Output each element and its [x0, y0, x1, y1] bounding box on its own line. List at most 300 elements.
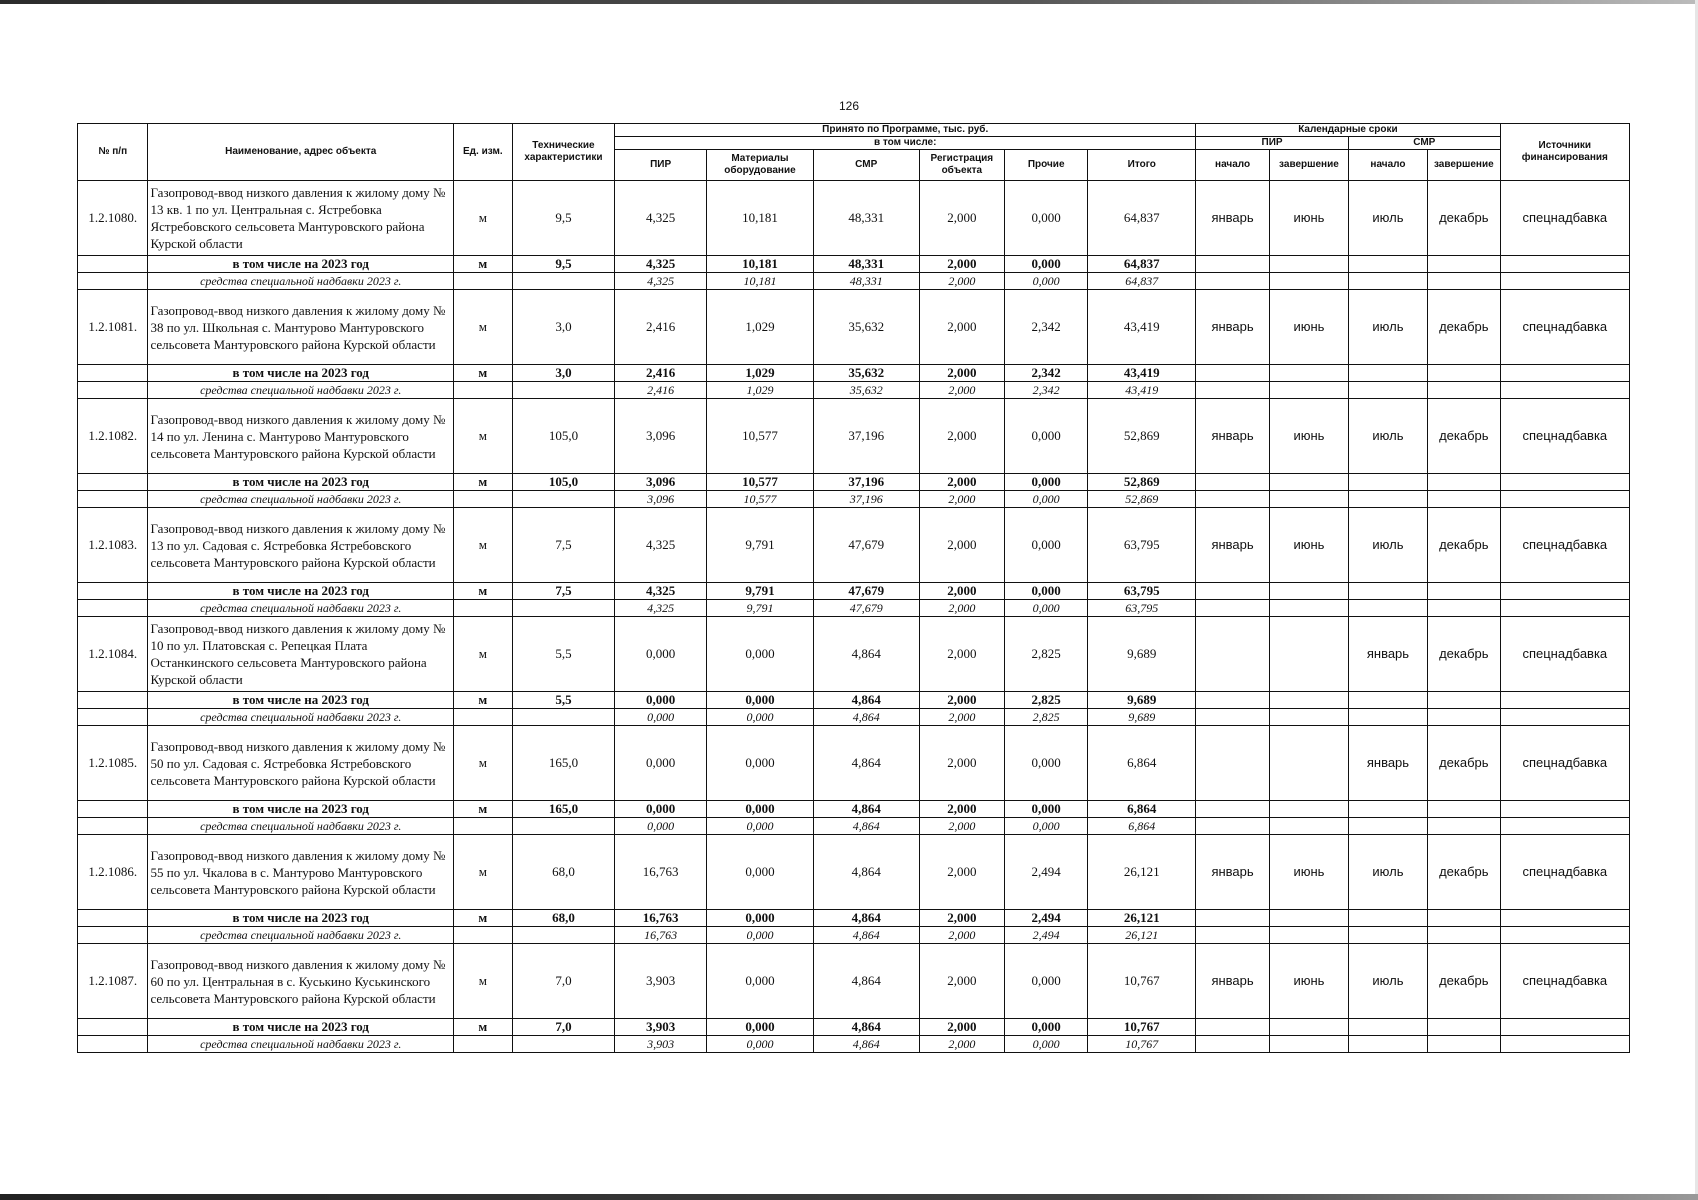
object-tech: 5,5 [512, 617, 615, 692]
object-pir: 3,096 [615, 399, 707, 474]
subtotal-total: 52,869 [1088, 474, 1196, 491]
subtotal-pir: 4,325 [615, 256, 707, 273]
object-name: Газопровод-ввод низкого давления к жилому дому № 50 по ул. Садовая с. Ястребовка Ястребовского сельсовета Мантуровского района Курской области [148, 726, 453, 801]
object-materials: 0,000 [707, 726, 814, 801]
object-pir-start: январь [1196, 835, 1270, 910]
object-smr-end: декабрь [1427, 617, 1500, 692]
empty-cell [1500, 801, 1629, 818]
subtotal-smr: 4,864 [813, 692, 919, 709]
source-label: средства специальной надбавки 2023 г. [148, 709, 453, 726]
source-row [78, 1036, 1630, 1053]
header-cal-pir: ПИР [1196, 137, 1349, 150]
subtotal-label: в том числе на 2023 год [148, 801, 453, 818]
object-tech: 7,5 [512, 508, 615, 583]
object-other: 0,000 [1005, 944, 1088, 1019]
empty-cell [1348, 927, 1427, 944]
header-materials: Материалы оборудование [707, 150, 814, 181]
subtotal-other: 0,000 [1005, 801, 1088, 818]
source-total: 9,689 [1088, 709, 1196, 726]
object-registration: 2,000 [919, 944, 1004, 1019]
object-unit: м [453, 399, 512, 474]
source-total: 6,864 [1088, 818, 1196, 835]
empty-cell [1348, 256, 1427, 273]
object-source: спецнадбавка [1500, 399, 1629, 474]
empty-cell [512, 927, 615, 944]
object-other: 2,494 [1005, 835, 1088, 910]
source-registration: 2,000 [919, 491, 1004, 508]
subtotal-tech: 165,0 [512, 801, 615, 818]
subtotal-label: в том числе на 2023 год [148, 583, 453, 600]
subtotal-label: в том числе на 2023 год [148, 1019, 453, 1036]
header-other: Прочие [1005, 150, 1088, 181]
subtotal-pir: 0,000 [615, 801, 707, 818]
table-header [78, 124, 1630, 181]
object-pir: 4,325 [615, 508, 707, 583]
empty-cell [1427, 1019, 1500, 1036]
source-row [78, 600, 1630, 617]
object-registration: 2,000 [919, 617, 1004, 692]
empty-cell [453, 818, 512, 835]
source-pir: 0,000 [615, 818, 707, 835]
empty-cell [1427, 910, 1500, 927]
object-tech: 9,5 [512, 181, 615, 256]
empty-cell [1269, 692, 1348, 709]
object-row [78, 508, 1630, 583]
object-number: 1.2.1084. [78, 617, 148, 692]
subtotal-tech: 68,0 [512, 910, 615, 927]
subtotal-total: 10,767 [1088, 1019, 1196, 1036]
empty-cell [1500, 382, 1629, 399]
object-pir: 4,325 [615, 181, 707, 256]
header-accepted: Принято по Программе, тыс. руб. [615, 124, 1196, 137]
subtotal-blank [78, 256, 148, 273]
subtotal-registration: 2,000 [919, 474, 1004, 491]
object-smr-start: июль [1348, 508, 1427, 583]
subtotal-row [78, 692, 1630, 709]
object-number: 1.2.1081. [78, 290, 148, 365]
subtotal-tech: 7,5 [512, 583, 615, 600]
subtotal-smr: 48,331 [813, 256, 919, 273]
source-blank [78, 709, 148, 726]
empty-cell [1269, 818, 1348, 835]
object-pir-start: январь [1196, 399, 1270, 474]
source-label: средства специальной надбавки 2023 г. [148, 491, 453, 508]
source-other: 2,342 [1005, 382, 1088, 399]
subtotal-registration: 2,000 [919, 365, 1004, 382]
empty-cell [1500, 365, 1629, 382]
subtotal-smr: 4,864 [813, 1019, 919, 1036]
source-other: 0,000 [1005, 273, 1088, 290]
empty-cell [1196, 692, 1270, 709]
source-other: 0,000 [1005, 600, 1088, 617]
object-row [78, 399, 1630, 474]
object-smr: 4,864 [813, 835, 919, 910]
subtotal-row [78, 474, 1630, 491]
object-registration: 2,000 [919, 290, 1004, 365]
source-blank [78, 600, 148, 617]
subtotal-smr: 35,632 [813, 365, 919, 382]
empty-cell [1348, 910, 1427, 927]
header-num: № п/п [78, 124, 148, 181]
source-label: средства специальной надбавки 2023 г. [148, 600, 453, 617]
header-total: Итого [1088, 150, 1196, 181]
object-row [78, 290, 1630, 365]
subtotal-row [78, 910, 1630, 927]
empty-cell [512, 273, 615, 290]
subtotal-materials: 1,029 [707, 365, 814, 382]
object-number: 1.2.1087. [78, 944, 148, 1019]
source-row [78, 927, 1630, 944]
source-pir: 3,903 [615, 1036, 707, 1053]
source-row [78, 818, 1630, 835]
object-smr-end: декабрь [1427, 290, 1500, 365]
object-unit: м [453, 508, 512, 583]
empty-cell [1196, 1036, 1270, 1053]
empty-cell [1500, 927, 1629, 944]
empty-cell [1500, 583, 1629, 600]
empty-cell [1196, 273, 1270, 290]
object-pir: 0,000 [615, 617, 707, 692]
object-materials: 0,000 [707, 617, 814, 692]
empty-cell [1269, 910, 1348, 927]
object-smr-start: июль [1348, 944, 1427, 1019]
object-row [78, 726, 1630, 801]
object-pir-end [1269, 726, 1348, 801]
source-materials: 0,000 [707, 818, 814, 835]
source-label: средства специальной надбавки 2023 г. [148, 273, 453, 290]
page-number: 126 [838, 99, 860, 113]
subtotal-registration: 2,000 [919, 801, 1004, 818]
empty-cell [1348, 365, 1427, 382]
subtotal-other: 0,000 [1005, 256, 1088, 273]
subtotal-total: 9,689 [1088, 692, 1196, 709]
subtotal-registration: 2,000 [919, 583, 1004, 600]
object-unit: м [453, 835, 512, 910]
object-number: 1.2.1086. [78, 835, 148, 910]
object-smr-start: январь [1348, 617, 1427, 692]
subtotal-label: в том числе на 2023 год [148, 474, 453, 491]
table-body [78, 181, 1630, 1053]
object-materials: 9,791 [707, 508, 814, 583]
object-name: Газопровод-ввод низкого давления к жилому дому № 10 по ул. Платовская с. Репецкая Плата Останкинского сельсовета Мантуровского района Курской области [148, 617, 453, 692]
subtotal-materials: 0,000 [707, 1019, 814, 1036]
source-total: 26,121 [1088, 927, 1196, 944]
object-source: спецнадбавка [1500, 508, 1629, 583]
source-label: средства специальной надбавки 2023 г. [148, 818, 453, 835]
subtotal-pir: 4,325 [615, 583, 707, 600]
source-materials: 0,000 [707, 1036, 814, 1053]
source-label: средства специальной надбавки 2023 г. [148, 927, 453, 944]
source-pir: 2,416 [615, 382, 707, 399]
program-table [77, 123, 1630, 1053]
subtotal-smr: 4,864 [813, 801, 919, 818]
empty-cell [1348, 1019, 1427, 1036]
source-label: средства специальной надбавки 2023 г. [148, 382, 453, 399]
subtotal-other: 2,342 [1005, 365, 1088, 382]
subtotal-blank [78, 365, 148, 382]
source-materials: 10,181 [707, 273, 814, 290]
subtotal-pir: 2,416 [615, 365, 707, 382]
subtotal-other: 0,000 [1005, 583, 1088, 600]
object-smr-end: декабрь [1427, 944, 1500, 1019]
object-pir-end: июнь [1269, 399, 1348, 474]
object-total: 43,419 [1088, 290, 1196, 365]
header-registration: Регистрация объекта [919, 150, 1004, 181]
empty-cell [1427, 692, 1500, 709]
source-smr: 4,864 [813, 818, 919, 835]
source-materials: 0,000 [707, 709, 814, 726]
source-materials: 1,029 [707, 382, 814, 399]
subtotal-blank [78, 692, 148, 709]
subtotal-blank [78, 910, 148, 927]
object-tech: 3,0 [512, 290, 615, 365]
subtotal-pir: 3,903 [615, 1019, 707, 1036]
subtotal-row [78, 1019, 1630, 1036]
subtotal-total: 26,121 [1088, 910, 1196, 927]
empty-cell [1196, 256, 1270, 273]
object-materials: 10,181 [707, 181, 814, 256]
subtotal-pir: 0,000 [615, 692, 707, 709]
source-row [78, 491, 1630, 508]
subtotal-tech: 9,5 [512, 256, 615, 273]
subtotal-total: 6,864 [1088, 801, 1196, 818]
header-cal-smr: СМР [1348, 137, 1500, 150]
object-source: спецнадбавка [1500, 181, 1629, 256]
header-including: в том числе: [615, 137, 1196, 150]
object-pir-end: июнь [1269, 181, 1348, 256]
object-smr-start: январь [1348, 726, 1427, 801]
subtotal-tech: 3,0 [512, 365, 615, 382]
empty-cell [1196, 818, 1270, 835]
empty-cell [1269, 709, 1348, 726]
scan-edge-bottom [0, 1194, 1698, 1200]
object-source: спецнадбавка [1500, 944, 1629, 1019]
object-name: Газопровод-ввод низкого давления к жилому дому № 55 по ул. Чкалова в с. Мантурово Мантуровского сельсовета Мантуровского района Курской области [148, 835, 453, 910]
subtotal-other: 2,494 [1005, 910, 1088, 927]
empty-cell [1348, 801, 1427, 818]
empty-cell [1269, 583, 1348, 600]
object-name: Газопровод-ввод низкого давления к жилому дому № 60 по ул. Центральная в с. Куськино Куськинского сельсовета Мантуровского района Курской области [148, 944, 453, 1019]
source-row [78, 382, 1630, 399]
empty-cell [1348, 709, 1427, 726]
object-other: 2,342 [1005, 290, 1088, 365]
empty-cell [1500, 491, 1629, 508]
object-number: 1.2.1080. [78, 181, 148, 256]
object-pir-start: январь [1196, 290, 1270, 365]
subtotal-registration: 2,000 [919, 692, 1004, 709]
source-row [78, 709, 1630, 726]
empty-cell [1348, 273, 1427, 290]
subtotal-materials: 10,181 [707, 256, 814, 273]
empty-cell [512, 1036, 615, 1053]
subtotal-total: 43,419 [1088, 365, 1196, 382]
empty-cell [1196, 709, 1270, 726]
source-pir: 0,000 [615, 709, 707, 726]
object-tech: 68,0 [512, 835, 615, 910]
source-total: 52,869 [1088, 491, 1196, 508]
empty-cell [1196, 491, 1270, 508]
header-pir-start: начало [1196, 150, 1270, 181]
object-pir-start: январь [1196, 181, 1270, 256]
empty-cell [1196, 382, 1270, 399]
empty-cell [453, 491, 512, 508]
empty-cell [1427, 600, 1500, 617]
empty-cell [453, 709, 512, 726]
object-smr: 4,864 [813, 726, 919, 801]
source-total: 43,419 [1088, 382, 1196, 399]
object-registration: 2,000 [919, 508, 1004, 583]
subtotal-other: 0,000 [1005, 474, 1088, 491]
object-smr: 4,864 [813, 617, 919, 692]
object-unit: м [453, 726, 512, 801]
empty-cell [453, 600, 512, 617]
empty-cell [1196, 365, 1270, 382]
source-pir: 4,325 [615, 600, 707, 617]
subtotal-tech: 7,0 [512, 1019, 615, 1036]
empty-cell [1500, 273, 1629, 290]
empty-cell [1348, 583, 1427, 600]
object-other: 0,000 [1005, 726, 1088, 801]
source-other: 0,000 [1005, 491, 1088, 508]
empty-cell [1500, 600, 1629, 617]
subtotal-registration: 2,000 [919, 1019, 1004, 1036]
source-materials: 10,577 [707, 491, 814, 508]
empty-cell [453, 382, 512, 399]
object-pir-start [1196, 726, 1270, 801]
empty-cell [512, 382, 615, 399]
subtotal-pir: 16,763 [615, 910, 707, 927]
object-total: 64,837 [1088, 181, 1196, 256]
object-total: 52,869 [1088, 399, 1196, 474]
object-other: 0,000 [1005, 181, 1088, 256]
object-total: 9,689 [1088, 617, 1196, 692]
empty-cell [1427, 818, 1500, 835]
subtotal-unit: м [453, 801, 512, 818]
object-other: 0,000 [1005, 399, 1088, 474]
empty-cell [1269, 1036, 1348, 1053]
empty-cell [1196, 801, 1270, 818]
source-blank [78, 1036, 148, 1053]
source-registration: 2,000 [919, 1036, 1004, 1053]
subtotal-unit: м [453, 365, 512, 382]
object-smr-start: июль [1348, 399, 1427, 474]
empty-cell [1269, 365, 1348, 382]
source-total: 10,767 [1088, 1036, 1196, 1053]
empty-cell [1269, 801, 1348, 818]
source-smr: 4,864 [813, 927, 919, 944]
subtotal-row [78, 583, 1630, 600]
object-pir-end: июнь [1269, 835, 1348, 910]
source-smr: 47,679 [813, 600, 919, 617]
object-row [78, 944, 1630, 1019]
source-blank [78, 927, 148, 944]
source-row [78, 273, 1630, 290]
object-unit: м [453, 944, 512, 1019]
empty-cell [1269, 491, 1348, 508]
object-pir: 16,763 [615, 835, 707, 910]
object-smr-end: декабрь [1427, 399, 1500, 474]
object-unit: м [453, 290, 512, 365]
source-total: 64,837 [1088, 273, 1196, 290]
empty-cell [1500, 1019, 1629, 1036]
subtotal-unit: м [453, 256, 512, 273]
object-row [78, 835, 1630, 910]
subtotal-unit: м [453, 1019, 512, 1036]
empty-cell [1269, 256, 1348, 273]
source-smr: 35,632 [813, 382, 919, 399]
source-registration: 2,000 [919, 600, 1004, 617]
subtotal-tech: 105,0 [512, 474, 615, 491]
scan-edge-top [0, 0, 1698, 4]
subtotal-unit: м [453, 474, 512, 491]
object-smr: 48,331 [813, 181, 919, 256]
subtotal-unit: м [453, 910, 512, 927]
object-smr-end: декабрь [1427, 508, 1500, 583]
object-tech: 165,0 [512, 726, 615, 801]
source-smr: 37,196 [813, 491, 919, 508]
subtotal-materials: 10,577 [707, 474, 814, 491]
subtotal-registration: 2,000 [919, 256, 1004, 273]
empty-cell [1196, 600, 1270, 617]
empty-cell [1348, 491, 1427, 508]
empty-cell [1269, 1019, 1348, 1036]
empty-cell [453, 1036, 512, 1053]
subtotal-total: 63,795 [1088, 583, 1196, 600]
object-number: 1.2.1085. [78, 726, 148, 801]
empty-cell [512, 818, 615, 835]
object-smr-start: июль [1348, 181, 1427, 256]
object-pir: 2,416 [615, 290, 707, 365]
subtotal-other: 2,825 [1005, 692, 1088, 709]
empty-cell [1196, 910, 1270, 927]
object-pir-start: январь [1196, 508, 1270, 583]
header-pir: ПИР [615, 150, 707, 181]
subtotal-pir: 3,096 [615, 474, 707, 491]
source-pir: 3,096 [615, 491, 707, 508]
empty-cell [1500, 474, 1629, 491]
empty-cell [1427, 801, 1500, 818]
empty-cell [1427, 583, 1500, 600]
source-registration: 2,000 [919, 818, 1004, 835]
subtotal-blank [78, 1019, 148, 1036]
object-source: спецнадбавка [1500, 835, 1629, 910]
object-total: 63,795 [1088, 508, 1196, 583]
subtotal-label: в том числе на 2023 год [148, 256, 453, 273]
empty-cell [1427, 365, 1500, 382]
subtotal-blank [78, 474, 148, 491]
header-pir-end: завершение [1269, 150, 1348, 181]
empty-cell [1196, 474, 1270, 491]
subtotal-smr: 4,864 [813, 910, 919, 927]
empty-cell [1269, 600, 1348, 617]
object-pir-end: июнь [1269, 290, 1348, 365]
source-blank [78, 491, 148, 508]
object-source: спецнадбавка [1500, 617, 1629, 692]
subtotal-total: 64,837 [1088, 256, 1196, 273]
source-other: 0,000 [1005, 818, 1088, 835]
object-smr: 35,632 [813, 290, 919, 365]
subtotal-label: в том числе на 2023 год [148, 692, 453, 709]
empty-cell [1427, 709, 1500, 726]
subtotal-row [78, 256, 1630, 273]
empty-cell [1427, 491, 1500, 508]
empty-cell [1269, 382, 1348, 399]
object-other: 0,000 [1005, 508, 1088, 583]
empty-cell [1348, 1036, 1427, 1053]
object-number: 1.2.1083. [78, 508, 148, 583]
empty-cell [1427, 1036, 1500, 1053]
empty-cell [512, 600, 615, 617]
